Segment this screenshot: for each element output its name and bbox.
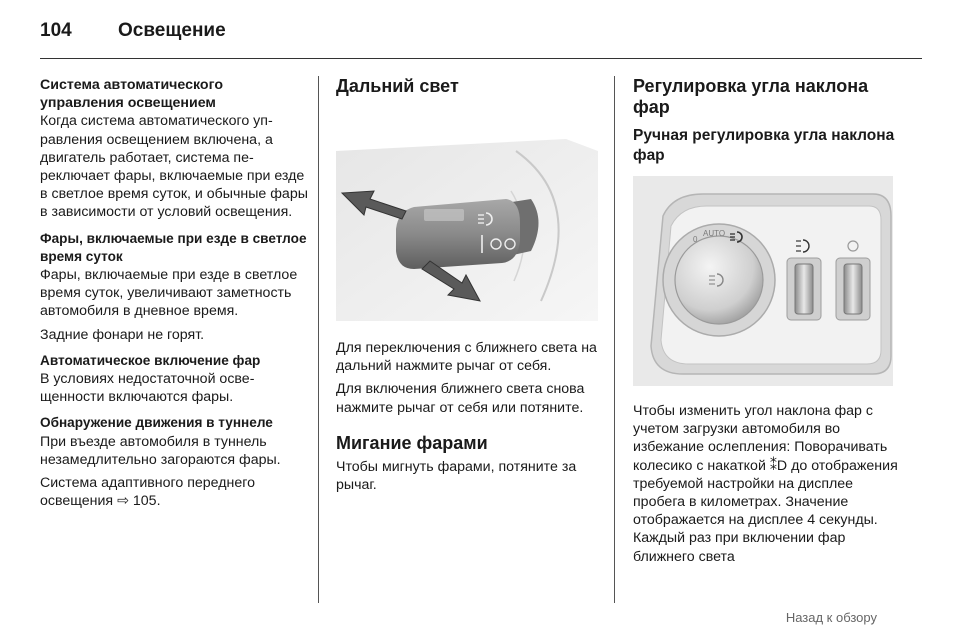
page-reference-icon: ⇨ — [117, 493, 129, 510]
auto-on-heading: Автоматическое включение фар — [40, 352, 261, 368]
column-divider — [614, 76, 615, 603]
range-text-continued: до отображения требуемой настройки на дисплее пробега в километрах. Значение отображается на дисплее 4 секунды. Каждый раз при включении фар ближнего света — [633, 457, 898, 565]
flash-heading: Мигание фарами — [336, 432, 488, 453]
section-title: Освещение — [118, 20, 226, 41]
range-wheel-symbol-icon: ⁑D — [769, 457, 788, 474]
switch-off-label: 0 — [693, 235, 698, 244]
manual-range-heading: Ручная регулировка угла наклона фар — [633, 127, 895, 164]
back-to-overview-link[interactable]: Назад к обзору — [785, 610, 877, 625]
column-left — [40, 76, 308, 510]
high-beam-heading: Дальний свет — [336, 76, 459, 96]
light-switch-figure — [633, 176, 893, 386]
tunnel-heading: Обнаружение движения в туннеле — [40, 415, 273, 431]
rear-lights-text: Задние фонари не горят. — [40, 326, 205, 343]
column-middle — [336, 76, 598, 494]
range-text: Чтобы изменить угол наклона фар с учетом загрузки автомобиля во избежание ослепления: Поворачивать колесико с накаткой — [633, 403, 888, 474]
afl-paragraph — [40, 474, 308, 510]
header-divider — [40, 58, 922, 59]
dimmer-wheel[interactable] — [844, 264, 862, 314]
auto-lighting-heading: Система автоматического управления освещением — [40, 77, 223, 112]
column-divider — [318, 76, 319, 603]
flash-text: Чтобы мигнуть фарами, потяните за рычаг. — [336, 458, 577, 494]
page-number: 104 — [40, 20, 72, 41]
high-beam-text-1: Для переключения с ближнего света на дальний нажмите рычаг от себя. — [336, 340, 597, 375]
stalk-figure — [336, 111, 598, 321]
auto-on-text: В условиях недостаточной освещенности включаются фары. — [40, 371, 255, 406]
high-beam-text-2: Для включения ближнего света снова нажмите рычаг от себя или потяните. — [336, 381, 585, 416]
headlight-range-wheel[interactable] — [795, 264, 813, 314]
drl-heading: Фары, включаемые при езде в светлое время суток — [40, 230, 307, 264]
tunnel-text: При въезде автомобиля в туннель незамедлительно загораются фары. — [40, 433, 281, 468]
range-paragraph — [633, 402, 903, 566]
page-header — [40, 20, 922, 58]
drl-text: Фары, включаемые при езде в светлое время суток, увеличивают заметность автомобиля в дневное время. — [40, 267, 298, 320]
afl-text: Система адаптивного переднего освещения — [40, 475, 256, 510]
column-right — [633, 76, 903, 566]
range-heading: Регулировка угла наклона фар — [633, 76, 869, 117]
auto-lighting-text: Когда система автоматического управления освещением включена, а двигатель работает, система переключает фары, включаемые при езде в светлое время суток, и обычные фары в зависимости от условий освещения. — [40, 113, 308, 221]
switch-auto-label: AUTO — [703, 229, 726, 238]
afl-page-link[interactable]: 105. — [132, 493, 161, 510]
